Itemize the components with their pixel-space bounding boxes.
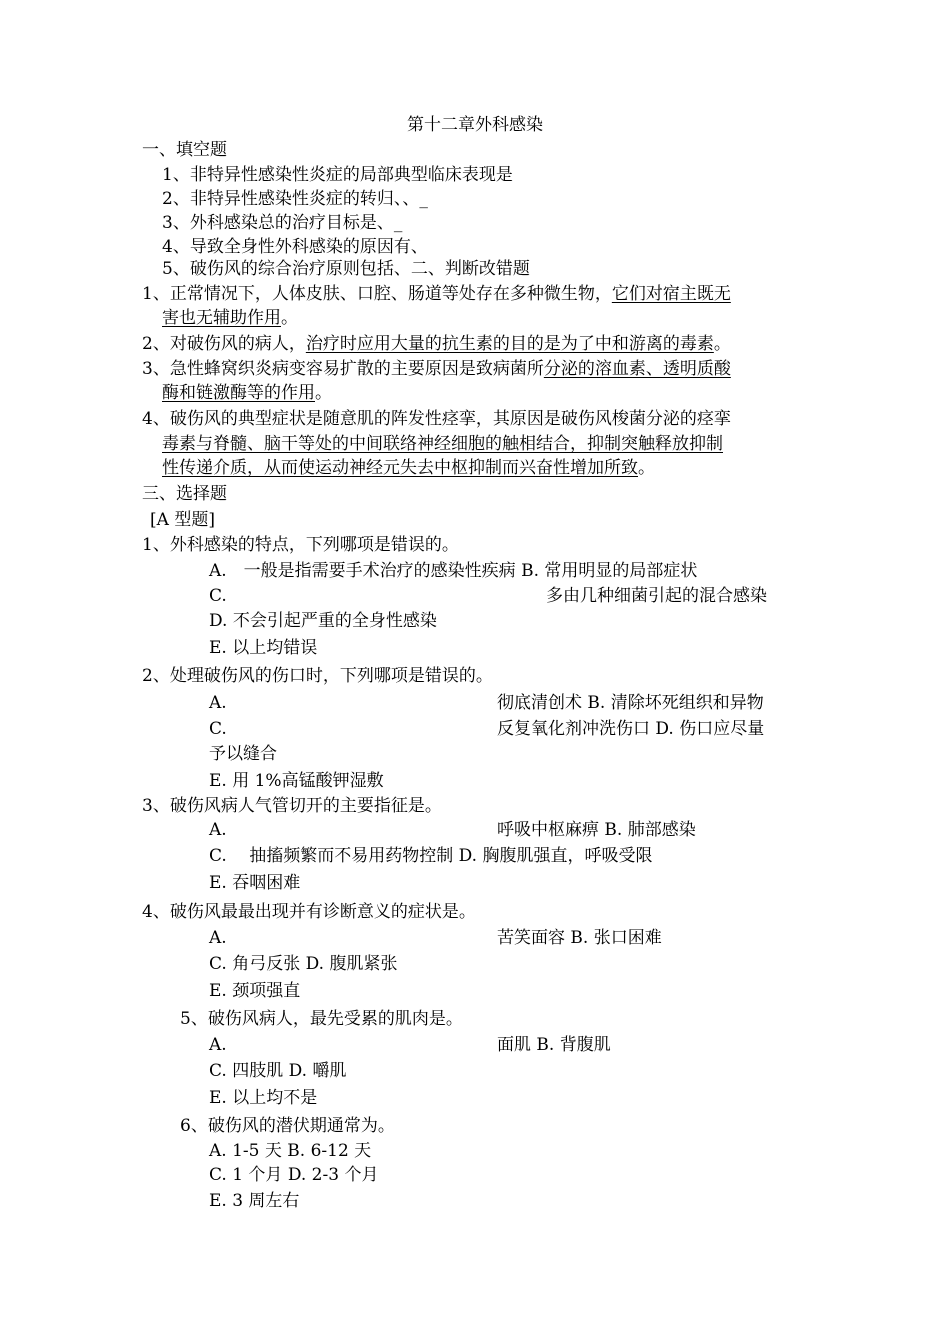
fill-question-5: 5、破伤风的综合治疗原则包括、二、判断改错题 [162,259,530,279]
choice-question-4: 4、破伤风最最出现并有诊断意义的症状是。 [142,902,476,922]
choice-2-options-cd: 反复氧化剂冲洗伤口 D. 伤口应尽量 [497,719,765,739]
choice-4-option-e: E. 颈项强直 [209,981,301,1001]
choice-1-option-e: E. 以上均错误 [209,638,318,658]
choice-5-options-ab: 面肌 B. 背腹肌 [497,1035,611,1055]
section-choice-heading: 三、选择题 [142,484,227,504]
choice-3-option-e: E. 吞咽困难 [209,873,301,893]
choice-5-options-cd: C. 四肢肌 D. 嚼肌 [209,1061,347,1081]
choice-1-option-c-label: C. [209,586,227,606]
choice-4-options-cd: C. 角弓反张 D. 腹肌紧张 [209,954,398,974]
choice-question-2: 2、处理破伤风的伤口时，下列哪项是错误的。 [142,666,493,686]
choice-2-option-d-cont: 予以缝合 [209,744,277,764]
choice-4-option-a-label: A. [209,928,227,948]
choice-2-options-ab: 彻底清创术 B. 清除坏死组织和异物 [497,693,764,713]
choice-4-options-ab: 苦笑面容 B. 张口困难 [497,928,662,948]
choice-question-3: 3、破伤风病人气管切开的主要指征是。 [142,796,442,816]
choice-3-options-cd: C. 抽搐频繁而不易用药物控制 D. 胸腹肌强直，呼吸受限 [209,846,653,866]
judge-question-3-end: 。 [315,383,332,403]
choice-question-5: 5、破伤风病人，最先受累的肌肉是。 [180,1009,463,1029]
choice-3-options-ab: 呼吸中枢麻痹 B. 肺部感染 [497,820,696,840]
choice-2-option-a-label: A. [209,693,227,713]
judge-question-1-text: 1、正常情况下，人体皮肤、口腔、肠道等处存在多种微生物， [142,284,612,304]
fill-question-2: 2、非特异性感染性炎症的转归、、_ [162,189,428,209]
fill-question-1: 1、非特异性感染性炎症的局部典型临床表现是 [162,165,513,185]
choice-2-option-e: E. 用 1%高锰酸钾湿敷 [209,771,384,791]
fill-question-3: 3、外科感染总的治疗目标是、_ [162,213,403,233]
judge-question-3-underlined-cont: 酶和链激酶等的作用 [162,383,315,403]
judge-question-1-end: 。 [281,308,298,328]
section-fill-heading: 一、填空题 [142,140,227,160]
judge-question-3-line1 [142,358,731,380]
choice-question-6: 6、破伤风的潜伏期通常为。 [180,1116,395,1136]
judge-question-4-line1: 4、破伤风的典型症状是随意肌的阵发性痉挛，其原因是破伤风梭菌分泌的痉挛 [142,409,731,429]
choice-6-option-e: E. 3 周左右 [209,1191,300,1211]
judge-question-3-text: 3、急性蜂窝织炎病变容易扩散的主要原因是致病菌所 [142,359,544,379]
judge-question-2-text: 2、对破伤风的病人， [142,334,306,354]
judge-question-4-underlined-cont: 性传递介质，从而使运动神经元失去中枢抑制而兴奋性增加所致 [162,458,638,478]
choice-2-option-c-label: C. [209,719,227,739]
judge-question-2-underlined: 治疗时应用大量的抗生素的目的是为了中和游离的毒素 [305,334,714,354]
judge-question-4-underlined: 毒素与脊髓、脑干等处的中间联络神经细胞的触相结合，抑制突触释放抑制 [162,434,723,454]
choice-6-options-cd: C. 1 个月 D. 2-3 个月 [209,1165,379,1185]
choice-1-options-ab: A. 一般是指需要手术治疗的感染性疾病 B. 常用明显的局部症状 [209,561,698,581]
choice-6-options-ab: A. 1-5 天 B. 6-12 天 [209,1141,372,1161]
choice-1-option-c-text: 多由几种细菌引起的混合感染 [546,586,767,606]
judge-question-4-line2 [162,433,723,455]
judge-question-1-line1 [142,283,731,305]
judge-question-2 [142,333,731,355]
judge-question-1-line2 [162,307,298,329]
fill-question-4: 4、导致全身性外科感染的原因有、 [162,237,428,257]
judge-question-4-end: 。 [638,458,655,478]
choice-1-option-d: D. 不会引起严重的全身性感染 [209,611,437,631]
choice-5-option-e: E. 以上均不是 [209,1088,318,1108]
choice-type-label: [A 型题] [150,510,215,530]
judge-question-1-underlined: 它们对宿主既无 [611,284,731,304]
choice-question-1: 1、外科感染的特点，下列哪项是错误的。 [142,535,459,555]
judge-question-2-end: 。 [713,334,731,354]
judge-question-4-line3 [162,457,655,479]
page-title: 第十二章外科感染 [407,115,543,135]
judge-question-1-underlined-cont: 害也无辅助作用 [162,308,281,328]
choice-3-option-a-label: A. [209,820,227,840]
choice-5-option-a-label: A. [209,1035,227,1055]
judge-question-3-line2 [162,382,332,404]
judge-question-3-underlined: 分泌的溶血素、透明质酸 [543,359,731,379]
